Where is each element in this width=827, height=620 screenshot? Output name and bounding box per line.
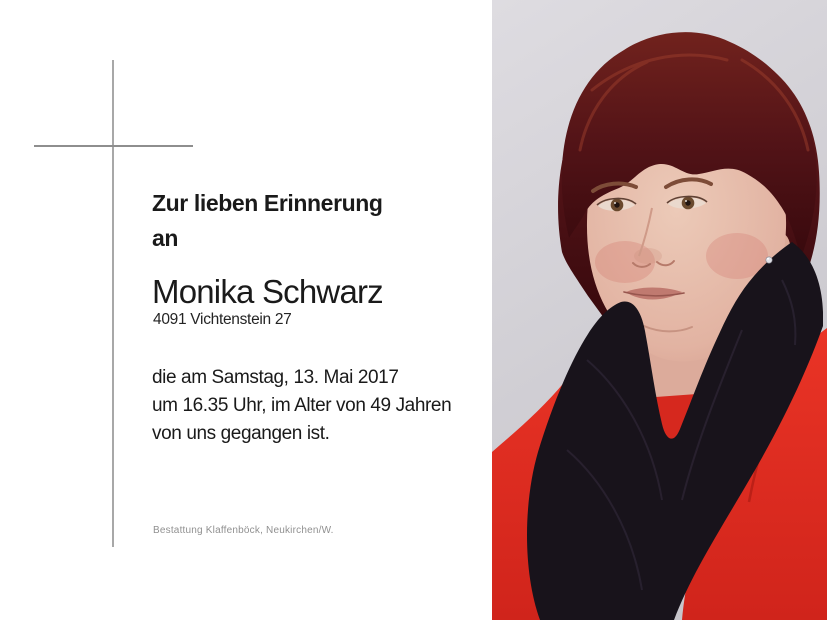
deceased-address: 4091 Vichtenstein 27 [153, 311, 292, 328]
funeral-home-credit: Bestattung Klaffenböck, Neukirchen/W. [153, 525, 334, 536]
death-notice-line2: um 16.35 Uhr, im Alter von 49 Jahren [152, 395, 452, 416]
memorial-intro [152, 186, 383, 256]
earring [766, 257, 772, 263]
death-notice-line1: die am Samstag, 13. Mai 2017 [152, 367, 399, 388]
memorial-intro-line1: Zur lieben Erinnerung [152, 190, 383, 216]
cross-horizontal-bar [34, 145, 193, 147]
death-notice-line3: von uns gegangen ist. [152, 423, 330, 444]
portrait-illustration [492, 0, 827, 620]
cross-vertical-bar [112, 60, 114, 547]
deceased-name: Monika Schwarz [152, 273, 383, 310]
death-notice [152, 364, 451, 448]
memorial-intro-line2: an [152, 225, 179, 251]
portrait-photo [492, 0, 827, 620]
